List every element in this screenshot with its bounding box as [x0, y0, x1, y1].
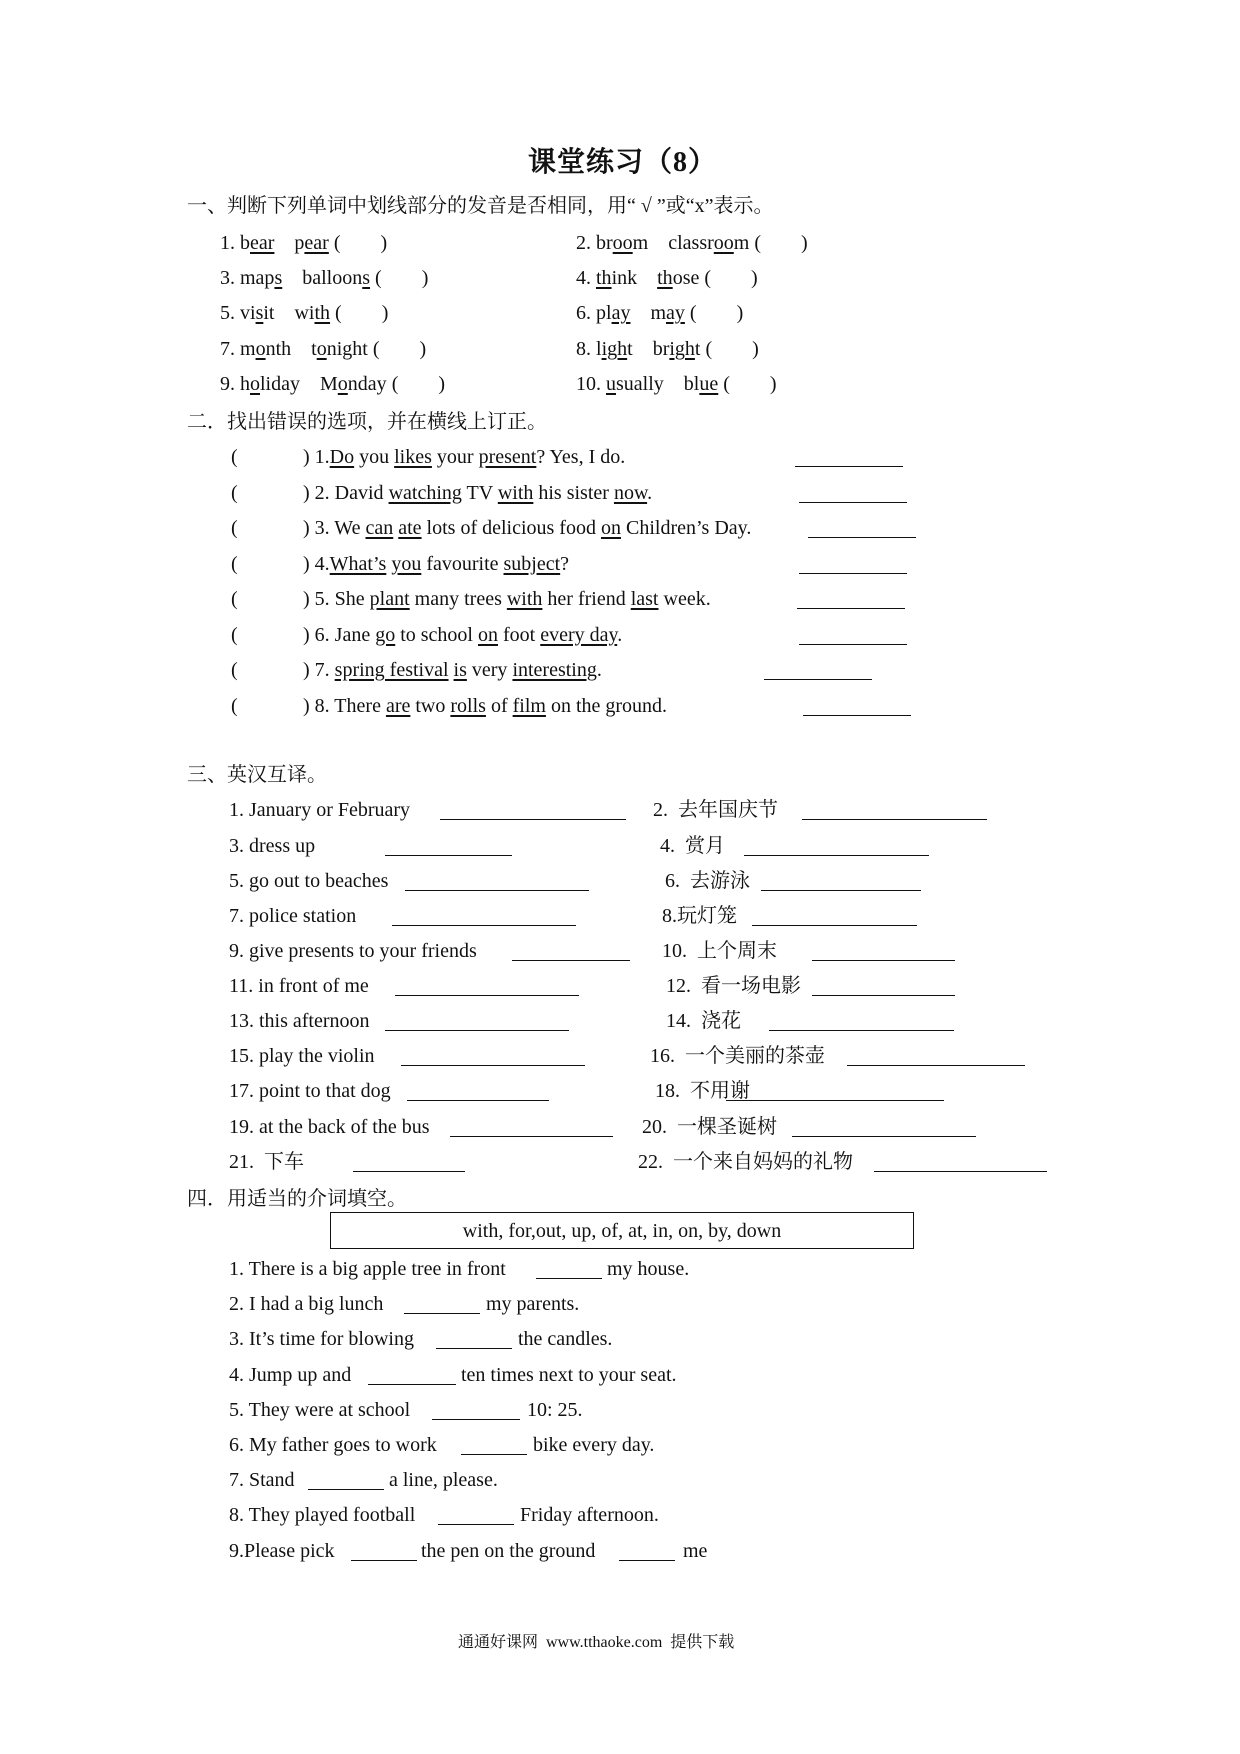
sentence-part: foot [498, 623, 541, 646]
preposition-blank[interactable] [461, 1454, 527, 1455]
option-b: on [478, 623, 498, 646]
word-a-underlined: ay [611, 302, 631, 324]
spacer [648, 232, 668, 254]
sentence-part: many trees [409, 588, 507, 610]
fill-sentence-end: a line, please. [389, 1469, 498, 1491]
sentence-part: two [410, 694, 451, 717]
item-number: 1. [220, 232, 240, 254]
word-b-underlined: o [316, 338, 327, 360]
preposition-blank[interactable] [351, 1560, 417, 1561]
word-b-underlined: ue [699, 373, 719, 395]
answer-parentheses[interactable]: ( ) [335, 302, 389, 324]
option-a: watching [388, 481, 462, 504]
pronunciation-item [576, 300, 743, 326]
translation-prompt: 21. 下车 [229, 1151, 304, 1173]
answer-paren-open[interactable]: ( [231, 623, 238, 646]
item-number: 2. [576, 232, 596, 254]
correction-blank[interactable] [803, 715, 911, 716]
sentence-part: her friend [542, 588, 631, 610]
word-a-underlined: o [250, 373, 260, 395]
option-c: interesting [512, 659, 597, 681]
page-title: 课堂练习（8） [528, 147, 718, 178]
correction-blank[interactable] [799, 573, 907, 574]
fill-sentence-end: the candles. [518, 1328, 613, 1350]
item-number: 3. [220, 267, 240, 289]
pronunciation-item [220, 336, 426, 362]
spacer [282, 267, 302, 289]
item-number: ) 3. [303, 517, 330, 539]
preposition-blank[interactable] [619, 1560, 675, 1561]
translation-prompt: 19. at the back of the bus [229, 1116, 430, 1138]
answer-paren-open[interactable]: ( [231, 517, 238, 539]
item-number: 9. [220, 373, 240, 395]
preposition-blank[interactable] [368, 1384, 456, 1385]
preposition-blank[interactable] [308, 1489, 384, 1490]
spacer [630, 302, 650, 324]
answer-parentheses[interactable]: ( ) [754, 232, 808, 254]
item-number: ) 8. [303, 694, 330, 717]
error-sentence [303, 515, 751, 541]
word-b-part: wi [294, 302, 315, 324]
translation-blank[interactable] [512, 960, 630, 961]
sentence-part: We [329, 517, 366, 539]
footer-text: 通通好课网 www.tthaoke.com 提供下载 [458, 1634, 735, 1651]
word-a-part: m [240, 338, 256, 360]
item-number: 8. [576, 338, 596, 360]
translation-prompt: 22. 一个来自妈妈的礼物 [638, 1151, 853, 1173]
translation-blank[interactable] [874, 1171, 1047, 1172]
word-a-underlined: o [255, 338, 266, 360]
translation-blank[interactable] [353, 1171, 465, 1172]
translation-prompt: 18. 不用谢 [655, 1080, 750, 1102]
item-number: ) 2. [303, 481, 330, 504]
fill-sentence-start: 8. They played football [229, 1504, 416, 1526]
option-a: are [385, 694, 411, 717]
word-a-part: br [596, 232, 613, 254]
sentence-part: She [329, 588, 370, 610]
translation-prompt: 14. 浇花 [666, 1010, 741, 1032]
section-4-heading: 四．用适当的介词填空。 [187, 1188, 407, 1210]
translation-blank[interactable] [847, 1065, 1025, 1066]
error-sentence [303, 480, 652, 506]
correction-blank[interactable] [808, 537, 916, 538]
word-b-part: br [652, 338, 670, 360]
word-box-text: with, for,out, up, of, at, in, on, by, down [462, 1220, 782, 1242]
sentence-part: ? [560, 552, 570, 575]
sentence-part: lots of delicious food [421, 517, 601, 539]
item-number: ) 5. [303, 588, 330, 610]
pronunciation-item [576, 230, 808, 256]
translation-blank[interactable] [812, 960, 955, 961]
option-b: you [391, 552, 422, 575]
fill-sentence-start: 7. Stand [229, 1469, 295, 1491]
translation-blank[interactable] [752, 925, 917, 926]
word-a-part: liday [260, 373, 300, 395]
option-c: film [512, 694, 546, 717]
fill-sentence-start: 9.Please pick [229, 1540, 335, 1562]
preposition-blank[interactable] [536, 1278, 602, 1279]
option-a: go [375, 623, 396, 646]
word-b-underlined: ear [304, 232, 329, 254]
fill-sentence-end: ten times next to your seat. [461, 1364, 677, 1386]
word-a-underlined: u [606, 373, 616, 395]
answer-paren-open[interactable]: ( [231, 552, 238, 575]
word-b-underlined: th [657, 267, 673, 289]
fill-sentence-end: 10: 25. [527, 1399, 583, 1421]
fill-sentence-start: 3. It’s time for blowing [229, 1328, 414, 1350]
option-b: with [497, 481, 534, 504]
item-number: 4. [576, 267, 596, 289]
sentence-part: Jane [329, 623, 376, 646]
translation-prompt: 1. January or February [229, 799, 411, 821]
translation-prompt: 16. 一个美丽的茶壶 [650, 1045, 825, 1067]
translation-blank[interactable] [812, 995, 955, 996]
preposition-blank[interactable] [432, 1419, 520, 1420]
translation-blank[interactable] [726, 1100, 944, 1101]
fill-sentence-end: Friday afternoon. [520, 1504, 659, 1526]
word-a-part: l [596, 338, 602, 360]
word-b-underlined: s [362, 267, 371, 289]
item-number: ) 7. [303, 659, 330, 681]
pronunciation-item [576, 336, 759, 362]
translation-prompt: 4. 赏月 [660, 835, 725, 857]
word-b-part: night [326, 338, 368, 360]
sentence-part: . [617, 623, 623, 646]
fill-sentence-end: my house. [607, 1258, 690, 1280]
translation-blank[interactable] [769, 1030, 954, 1031]
word-b-underlined: th [314, 302, 331, 324]
translation-prompt: 2. 去年国庆节 [653, 799, 778, 821]
translation-blank[interactable] [440, 819, 626, 820]
word-a-underlined: s [274, 267, 283, 289]
word-b-part: ose [672, 267, 700, 289]
pronunciation-item [220, 230, 387, 256]
section-2-heading: 二．找出错误的选项，并在横线上订正。 [187, 411, 547, 433]
translation-prompt: 12. 看一场电影 [666, 975, 801, 997]
item-number: 10. [576, 373, 606, 395]
option-b: ate [398, 517, 422, 539]
sentence-part: your [431, 446, 479, 468]
word-b-part: nday [347, 373, 387, 395]
sentence-part: David [329, 481, 389, 504]
translation-blank[interactable] [744, 855, 929, 856]
error-sentence [303, 622, 622, 648]
sentence-part: on the ground. [545, 694, 668, 717]
spacer [274, 302, 294, 324]
preposition-blank[interactable] [404, 1313, 480, 1314]
correction-blank[interactable] [764, 679, 872, 680]
option-c: now [613, 481, 648, 504]
answer-parentheses[interactable]: ( ) [689, 302, 744, 324]
translation-blank[interactable] [395, 995, 579, 996]
error-sentence [303, 693, 667, 719]
word-b-part: classr [668, 232, 714, 254]
translation-prompt: 13. this afternoon [229, 1010, 370, 1032]
option-c: subject [503, 552, 561, 575]
fill-sentence-end: me [683, 1540, 708, 1562]
correction-blank[interactable] [799, 644, 907, 645]
word-a-underlined: th [596, 267, 612, 289]
word-a-underlined: igh [601, 338, 628, 360]
preposition-blank[interactable] [436, 1348, 512, 1349]
answer-parentheses[interactable]: ( ) [375, 267, 429, 289]
error-sentence [303, 586, 711, 612]
pronunciation-item [576, 265, 758, 291]
correction-blank[interactable] [799, 502, 907, 503]
option-a: plant [369, 588, 410, 610]
option-b: is [453, 659, 467, 681]
word-a-underlined: ear [250, 232, 275, 254]
word-b-underlined: oo [713, 232, 734, 254]
translation-prompt: 3. dress up [229, 835, 316, 857]
translation-prompt: 11. in front of me [229, 975, 369, 997]
sentence-part: Children’s Day. [620, 517, 752, 539]
error-sentence [303, 444, 625, 470]
word-a-part: pl [596, 302, 612, 324]
word-a-underlined: s [255, 302, 264, 324]
translation-blank[interactable] [407, 1100, 549, 1101]
option-b: rolls [450, 694, 486, 717]
option-a: What’s [329, 552, 387, 575]
option-a: Do [329, 446, 355, 468]
translation-prompt: 9. give presents to your friends [229, 940, 477, 962]
fill-sentence-start: 2. I had a big lunch [229, 1293, 384, 1315]
word-b-part: p [294, 232, 305, 254]
answer-parentheses[interactable]: ( ) [333, 232, 388, 254]
word-a-part: ink [611, 267, 638, 289]
translation-blank[interactable] [392, 925, 576, 926]
word-a-part: sually [616, 373, 664, 395]
word-a-underlined: oo [612, 232, 633, 254]
option-b: with [506, 588, 543, 610]
answer-parentheses[interactable]: ( ) [704, 267, 758, 289]
item-number: ) 4. [303, 552, 330, 575]
word-b-part: M [320, 373, 338, 395]
sentence-part: week. [658, 588, 711, 610]
spacer [664, 373, 684, 395]
item-number: ) 6. [303, 623, 330, 646]
correction-blank[interactable] [795, 466, 903, 467]
word-a-part: vi [240, 302, 256, 324]
pronunciation-item [220, 371, 445, 397]
translation-prompt: 17. point to that dog [229, 1080, 391, 1102]
sentence-part: There [329, 694, 386, 717]
answer-parentheses[interactable]: ( ) [372, 338, 427, 360]
preposition-blank[interactable] [438, 1524, 514, 1525]
word-a-part: h [240, 373, 250, 395]
error-sentence [303, 657, 602, 683]
sentence-part: TV [461, 481, 498, 504]
spacer [291, 338, 311, 360]
answer-paren-open[interactable]: ( [231, 446, 238, 468]
translation-prompt: 20. 一棵圣诞树 [642, 1116, 777, 1138]
item-number: 5. [220, 302, 240, 324]
translation-prompt: 6. 去游泳 [665, 870, 750, 892]
section-3-heading: 三、英汉互译。 [187, 764, 327, 786]
answer-paren-open[interactable]: ( [231, 659, 238, 681]
option-c: last [630, 588, 659, 610]
sentence-part: ? Yes, I do. [536, 446, 626, 468]
translation-blank[interactable] [761, 890, 921, 891]
option-a: can [365, 517, 394, 539]
word-b-underlined: o [337, 373, 348, 395]
pronunciation-item [220, 265, 428, 291]
fill-sentence-end: bike every day. [533, 1434, 655, 1456]
answer-parentheses[interactable]: ( ) [723, 373, 777, 395]
fill-sentence-start: 6. My father goes to work [229, 1434, 437, 1456]
translation-blank[interactable] [792, 1136, 976, 1137]
translation-prompt: 8.玩灯笼 [662, 905, 737, 927]
translation-blank[interactable] [450, 1136, 613, 1137]
word-a-part: map [240, 267, 275, 289]
word-b-underlined: ay [666, 302, 685, 324]
word-b-part: m [650, 302, 667, 324]
fill-sentence-start: 4. Jump up and [229, 1364, 352, 1386]
fill-sentence-start: 1. There is a big apple tree in front [229, 1258, 506, 1280]
translation-blank[interactable] [401, 1065, 585, 1066]
word-b-part: m [733, 232, 750, 254]
word-a-part: it [263, 302, 275, 324]
word-b-underlined: igh [669, 338, 695, 360]
translation-prompt: 15. play the violin [229, 1045, 375, 1067]
option-c: every day [540, 623, 618, 646]
translation-blank[interactable] [385, 1030, 569, 1031]
word-b-part: balloon [302, 267, 363, 289]
word-box [330, 1212, 914, 1249]
sentence-part: very [466, 659, 513, 681]
option-a: spring festival [334, 659, 449, 681]
sentence-part: of [485, 694, 513, 717]
word-b-part: t [694, 338, 701, 360]
translation-prompt: 5. go out to beaches [229, 870, 389, 892]
option-c: on [600, 517, 621, 539]
sentence-part: . [647, 481, 653, 504]
spacer [274, 232, 294, 254]
sentence-part: favourite [421, 552, 504, 575]
option-b: likes [394, 446, 432, 468]
spacer [637, 267, 657, 289]
section-1-heading: 一、判断下列单词中划线部分的发音是否相同，用“ √ ”或“x”表示。 [187, 195, 774, 217]
fill-sentence-start: 5. They were at school [229, 1399, 411, 1421]
sentence-part: his sister [533, 481, 614, 504]
word-a-part: m [632, 232, 649, 254]
translation-prompt: 10. 上个周末 [662, 940, 777, 962]
answer-paren-open[interactable]: ( [231, 588, 238, 610]
fill-sentence-end: the pen on the ground [421, 1540, 596, 1562]
fill-sentence-end: my parents. [486, 1293, 580, 1315]
translation-blank[interactable] [405, 890, 589, 891]
word-a-part: t [627, 338, 633, 360]
option-c: present [478, 446, 537, 468]
item-number: 6. [576, 302, 596, 324]
sentence-part: to school [395, 623, 478, 646]
translation-blank[interactable] [802, 819, 987, 820]
translation-prompt: 7. police station [229, 905, 357, 927]
spacer [300, 373, 320, 395]
pronunciation-item [576, 371, 777, 397]
sentence-part: . [596, 659, 602, 681]
answer-parentheses[interactable]: ( ) [705, 338, 759, 360]
translation-blank[interactable] [385, 855, 512, 856]
correction-blank[interactable] [797, 608, 905, 609]
answer-paren-open[interactable]: ( [231, 481, 238, 504]
answer-paren-open[interactable]: ( [231, 694, 238, 717]
sentence-part: you [354, 446, 395, 468]
item-number: 7. [220, 338, 240, 360]
word-b-part: t [311, 338, 317, 360]
word-b-part: bl [683, 373, 700, 395]
spacer [633, 338, 653, 360]
item-number: ) 1. [303, 446, 330, 468]
error-sentence [303, 551, 569, 577]
pronunciation-item [220, 300, 388, 326]
word-a-part: b [240, 232, 250, 254]
word-a-part: nth [265, 338, 292, 360]
answer-parentheses[interactable]: ( ) [391, 373, 446, 395]
